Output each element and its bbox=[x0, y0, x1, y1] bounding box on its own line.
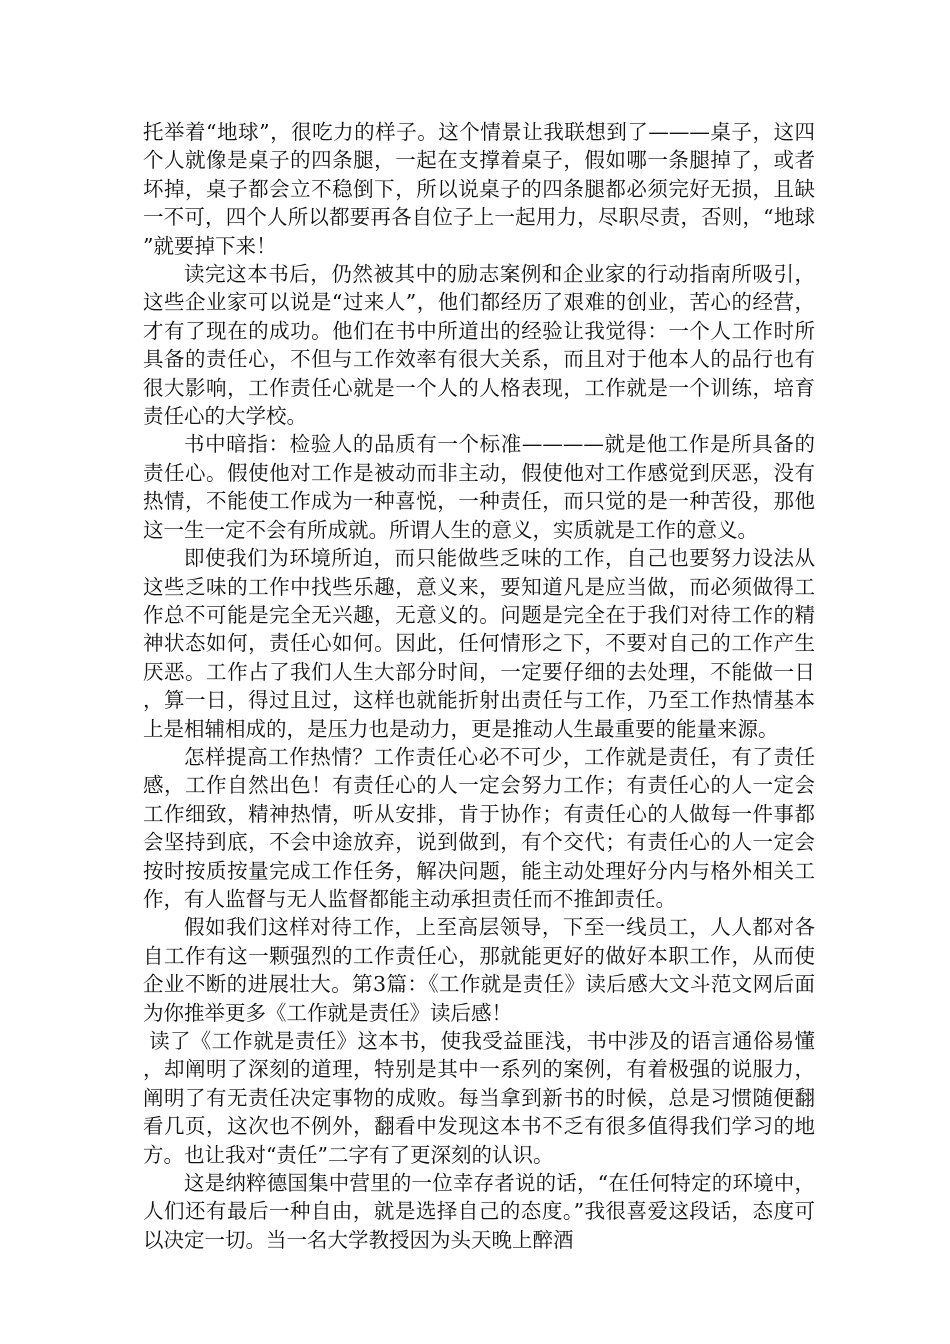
paragraph-2: 读完这本书后，仍然被其中的励志案例和企业家的行动指南所吸引，这些企业家可以说是“过来人”，他们都经历了艰难的创业，苦心的经营，才有了现在的成功。他们在书中所道出的经验让我觉得：一个人工作时所具备的责任心，不但与工作效率有很大关系，而且对于他本人的品行也有很大影响，工作责任心就是一个人的人格表现，工作就是一个训练，培育责任心的大学校。 bbox=[143, 262, 815, 429]
document-body bbox=[143, 118, 815, 1254]
paragraph-5: 怎样提高工作热情？工作责任心必不可少，工作就是责任，有了责任感，工作自然出色！有责任心的人一定会努力工作；有责任心的人一定会工作细致，精神热情，听从安排，肯于协作；有责任心的人做每一件事都会坚持到底，不会中途放弃，说到做到，有个交代；有责任心的人一定会按时按质按量完成工作任务，解决问题，能主动处理好分内与格外相关工作，有人监督与无人监督都能主动承担责任而不推卸责任。 bbox=[143, 744, 815, 911]
paragraph-4: 即使我们为环境所迫，而只能做些乏味的工作，自己也要努力设法从这些乏味的工作中找些乐趣，意义来，要知道凡是应当做，而必须做得工作总不可能是完全无兴趣，无意义的。问题是完全在于我们对待工作的精神状态如何，责任心如何。因此，任何情形之下，不要对自己的工作产生厌恶。工作占了我们人生大部分时间，一定要仔细的去处理，不能做一日，算一日，得过且过，这样也就能折射出责任与工作，乃至工作热情基本上是相辅相成的，是压力也是动力，更是推动人生最重要的能量来源。 bbox=[143, 546, 815, 741]
paragraph-7: 读了《工作就是责任》这本书，使我受益匪浅，书中涉及的语言通俗易懂，却阐明了深刻的道理，特别是其中一系列的案例，有着极强的说服力，阐明了有无责任决定事物的成败。每当拿到新书的时候，总是习惯随便翻看几页，这次也不例外，翻看中发现这本书不乏有很多值得我们学习的地方。也让我对“责任”二字有了更深刻的认识。 bbox=[143, 1029, 815, 1167]
paragraph-3: 书中暗指：检验人的品质有一个标准————就是他工作是所具备的责任心。假使他对工作是被动而非主动，假使他对工作感觉到厌恶，没有热情，不能使工作成为一种喜悦，一种责任，而只觉的是一种苦役，那他这一生一定不会有所成就。所谓人生的意义，实质就是工作的意义。 bbox=[143, 432, 815, 542]
paragraph-8: 这是纳粹德国集中营里的一位幸存者说的话，“在任何特定的环境中，人们还有最后一种自由，就是选择自己的态度。”我很喜爱这段话，态度可以决定一切。当一名大学教授因为头天晚上醉酒 bbox=[143, 1171, 815, 1252]
paragraph-1: 托举着“地球”，很吃力的样子。这个情景让我联想到了———桌子，这四个人就像是桌子的四条腿，一起在支撑着桌子，假如哪一条腿掉了，或者坏掉，桌子都会立不稳倒下，所以说桌子的四条腿都必须完好无损，且缺一不可，四个人所以都要再各自位子上一起用力，尽职尽责，否则，“地球”就要掉下来！ bbox=[143, 120, 815, 258]
paragraph-6: 假如我们这样对待工作，上至高层领导，下至一线员工，人人都对各自工作有这一颗强烈的工作责任心，那就能更好的做好本职工作，从而使企业不断的进展壮大。第3篇：《工作就是责任》读后感大文斗范文网后面为你推举更多《工作就是责任》读后感！ bbox=[143, 915, 815, 1025]
